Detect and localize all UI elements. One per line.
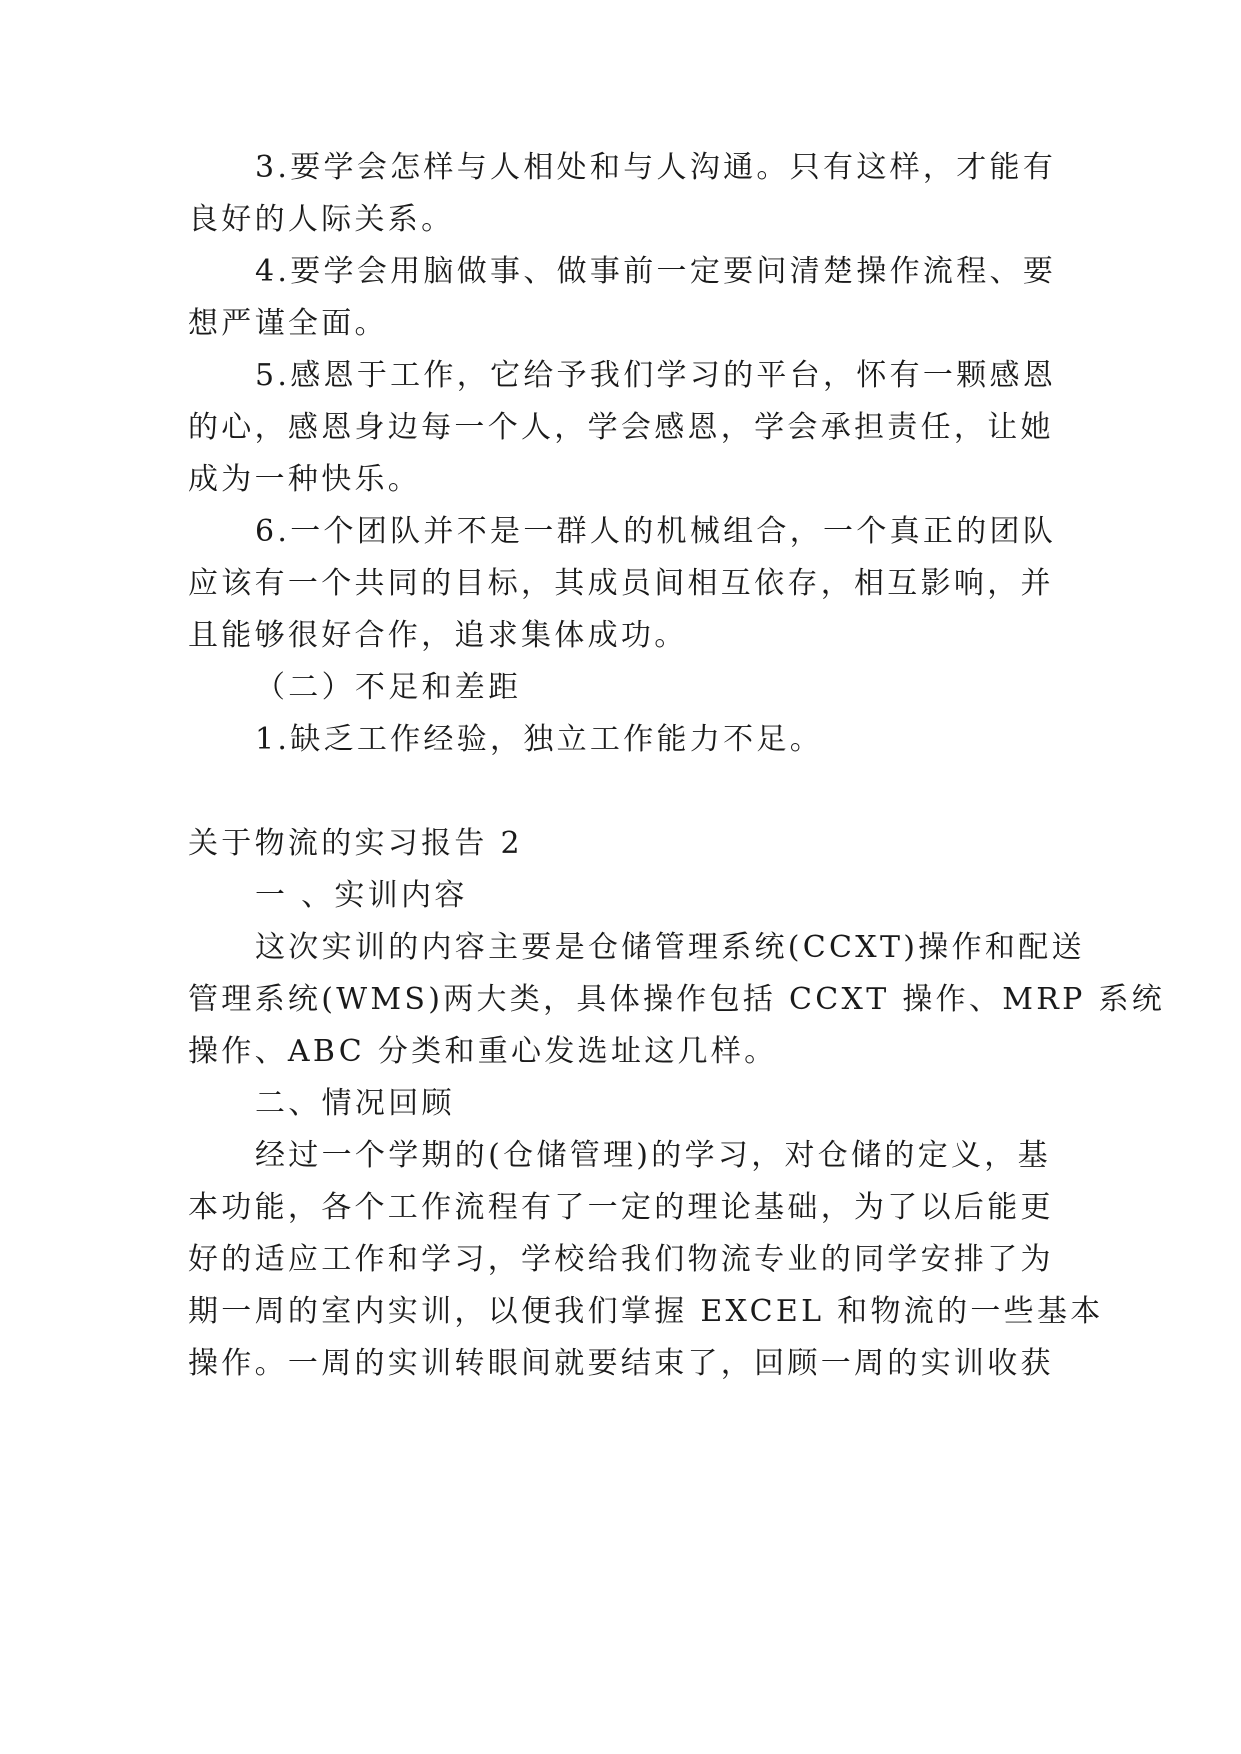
paragraph-line: 应该有一个共同的目标，其成员间相互依存，相互影响，并 <box>188 566 1054 601</box>
paragraph-line: 好的适应工作和学习，学校给我们物流专业的同学安排了为 <box>188 1242 1054 1277</box>
paragraph-line: 良好的人际关系。 <box>188 202 455 237</box>
paragraph-line: 经过一个学期的(仓储管理)的学习，对仓储的定义，基 <box>255 1138 1051 1173</box>
paragraph-line: 期一周的室内实训，以便我们掌握 EXCEL 和物流的一些基本 <box>188 1294 1104 1329</box>
paragraph-line: 成为一种快乐。 <box>188 462 422 497</box>
paragraph-line: 这次实训的内容主要是仓储管理系统(CCXT)操作和配送 <box>255 930 1085 965</box>
paragraph-line: 操作、ABC 分类和重心发选址这几样。 <box>188 1034 778 1069</box>
paragraph-line: 且能够很好合作，追求集体成功。 <box>188 618 688 653</box>
section-heading: 一 、实训内容 <box>255 878 468 913</box>
paragraph-line: 管理系统(WMS)两大类，具体操作包括 CCXT 操作、MRP 系统 <box>188 982 1166 1017</box>
paragraph-line: 5.感恩于工作，它给予我们学习的平台，怀有一颗感恩 <box>255 358 1057 393</box>
paragraph-line: 4.要学会用脑做事、做事前一定要问清楚操作流程、要 <box>255 254 1057 289</box>
paragraph-line: 1.缺乏工作经验，独立工作能力不足。 <box>255 722 824 757</box>
paragraph-line: 3.要学会怎样与人相处和与人沟通。只有这样，才能有 <box>255 150 1057 185</box>
paragraph-line: 想严谨全面。 <box>188 306 388 341</box>
paragraph-line: 6.一个团队并不是一群人的机械组合，一个真正的团队 <box>255 514 1057 549</box>
section-heading: 二、情况回顾 <box>255 1086 455 1121</box>
paragraph-line: 操作。一周的实训转眼间就要结束了，回顾一周的实训收获 <box>188 1346 1054 1381</box>
document-title: 关于物流的实习报告 2 <box>188 826 523 861</box>
paragraph-line: 本功能，各个工作流程有了一定的理论基础，为了以后能更 <box>188 1190 1054 1225</box>
paragraph-line: 的心，感恩身边每一个人，学会感恩，学会承担责任，让她 <box>188 410 1054 445</box>
section-heading: （二）不足和差距 <box>255 670 522 705</box>
